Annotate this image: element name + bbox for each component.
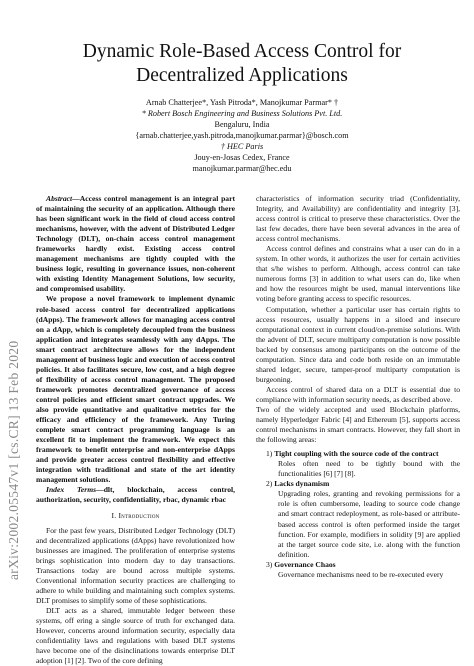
right-column (256, 194, 460, 580)
list-number: 3) (266, 559, 273, 569)
left-column (36, 194, 235, 666)
author-list: Arnab Chatterjee*, Yash Pitroda*, Manojkumar Parmar* † (145, 98, 339, 107)
intro-paragraph-1: For the past few years, Distributed Ledger Technology (DLT) and decentralized applications (dApps) have revolutionized how businesses are imagined. The proliferation of enterprise systems brings sophistication into modern day to day transactions. Transactions today are bound across multiple systems. Conventional information security practices are challenging to adhere to while building and maintaining such complex systems. DLT promises to simplify some of these sophistications. (36, 525, 235, 605)
affiliation-1-name: * Robert Bosch Engineering and Business Solutions Pvt. Ltd. (141, 109, 343, 118)
right-paragraph-4: Access control of shared data on a DLT is essential due to compliance with information security needs, as described above. (256, 384, 460, 404)
right-paragraph-3: Computation, whether a particular user has certain rights to access resources, usually happens in a siloed and insecure computational context in current cloud/on-premise solutions. With the advent of DLT, secure multiparty computation is now possible backed by consensus among participants on the outcome of the computation. Since data and code both reside on an immutable shared ledger, secure, tamper-proof multiparty computation is burgeoning. (256, 304, 460, 384)
index-terms-label: Index Terms (46, 485, 97, 495)
list-number: 1) (266, 449, 273, 459)
title-line-2: Decentralized Applications (136, 65, 348, 86)
right-paragraph-5: Two of the widely accepted and used Blockchain platforms, namely Hyperledger Fabric [4] and Ethereum [5], supports access control mechanisms in smart contracts. However, they fall short in the following areas: (256, 404, 460, 445)
intro-paragraph-2: DLT acts as a shared, immutable ledger between these systems, off ering a single source of truth for exchanged data. However, concerns around information security, especially data confidentiality laws and regulations with based DLT systems have become one of the disinclinations towards enterprise DLT adoption [1] [2]. Two of the core defining (36, 605, 235, 666)
list-item-body: Roles often need to be tightly bound with the functionalities [6] [7] [8]. (278, 459, 460, 479)
affiliation-1 (40, 108, 444, 119)
title-line-1: Dynamic Role-Based Access Control for (82, 41, 402, 62)
index-terms-text: —dlt, blockchain, access control, authorization, security, confidentiality, rbac, dynamic rbac (36, 485, 236, 505)
paper-header (40, 40, 444, 174)
section-heading-introduction: I. Introduction (111, 511, 160, 521)
affiliation-2-name: † HEC Paris (220, 142, 264, 151)
index-terms (36, 485, 235, 505)
list-number: 2) (266, 479, 273, 489)
list-item (266, 560, 460, 570)
right-paragraph-2: Access control defines and constrains what a user can do in a system. In other words, it authorizes the user for certain activities that s/he wishes to perform. Although, access control can take numerous forms [3] in addition to what users can do, like when and how the resources might be used, manual interventions like voting before granting access to specific resources. (256, 244, 460, 304)
affiliation-2 (40, 141, 444, 152)
abstract-label: Abstract (46, 194, 73, 203)
list-item-title: Lacks dynamism (274, 479, 330, 489)
arxiv-id: arXiv:2002.05547v1 [cs.CR] 13 Feb 2020 (6, 340, 21, 580)
list-item (266, 449, 460, 459)
affiliation-1-email: {arnab.chatterjee,yash.pitroda,manojkumar.parmar}@bosch.com (135, 131, 349, 140)
list-item-body: Governance mechanisms need to be re-executed every (278, 569, 444, 579)
abstract-paragraph-2: We propose a novel framework to implement dynamic role-based access control for decentralized applications (dApps). The framework allows for managing access control on a dApp, which is completely decoupled from the business application and integrates seamlessly with any dApps. The smart contract architecture allows for the independent management of business logic and execution of access control policies. It also facilitates secure, low cost, and a high degree of flexibility of access control management. The proposed framework promotes decentralized governance of access control policies and efficient smart contract upgrades. We also provide quantitative and qualitative metrics for the efficacy and efficiency of the framework. Any Turing complete smart contract programming language is an excellent fit to implement the framework. We expect this framework to benefit enterprise and non-enterprise dApps and provide greater access control flexibility and effective integration with traditional and state of the art identity management solutions. (36, 294, 235, 485)
paper-title (40, 40, 444, 88)
affiliation-2-email: manojkumar.parmar@hec.edu (192, 164, 292, 173)
abstract-text-1: —Access control management is an integral part of maintaining the security of an application. Although there has been significant work in the field of cloud access control mechanisms, however, with the advent of Distributed Ledger Technology (DLT), on-chain access control management frameworks hardly exist. Existing access control management mechanisms are tightly coupled with the business logic, resulting in governance issues, non-coherent with existing Identity Management Solutions, low security, and compromised usability. (36, 194, 235, 294)
affiliation-2-city: Jouy-en-Josas Cedex, France (194, 153, 290, 162)
arxiv-stamp (6, 160, 26, 580)
list-item-title: Governance Chaos (274, 559, 336, 569)
list-item-title: Tight coupling with the source code of the contract (274, 449, 439, 459)
right-paragraph-1: characteristics of information security triad (Confidentiality, Integrity, and Availability) are confidentiality and integrity [3], access control is critical to preserve these characteristics. Over the last few decades, there have been several advances in the area of access control mechanisms. (256, 194, 460, 244)
affiliation-1-city: Bengaluru, India (214, 120, 270, 129)
list-item (266, 479, 460, 489)
list-item-body: Upgrading roles, granting and revoking permissions for a role is often cumbersome, leading to source code change and smart contract redeployment, as role-based or attribute-based access control is often performed inside the target function. For example, modifiers in solidity [9] are applied at the target source code site, i.e. along with the function definition. (278, 489, 460, 559)
abstract-paragraph-1 (36, 194, 235, 294)
